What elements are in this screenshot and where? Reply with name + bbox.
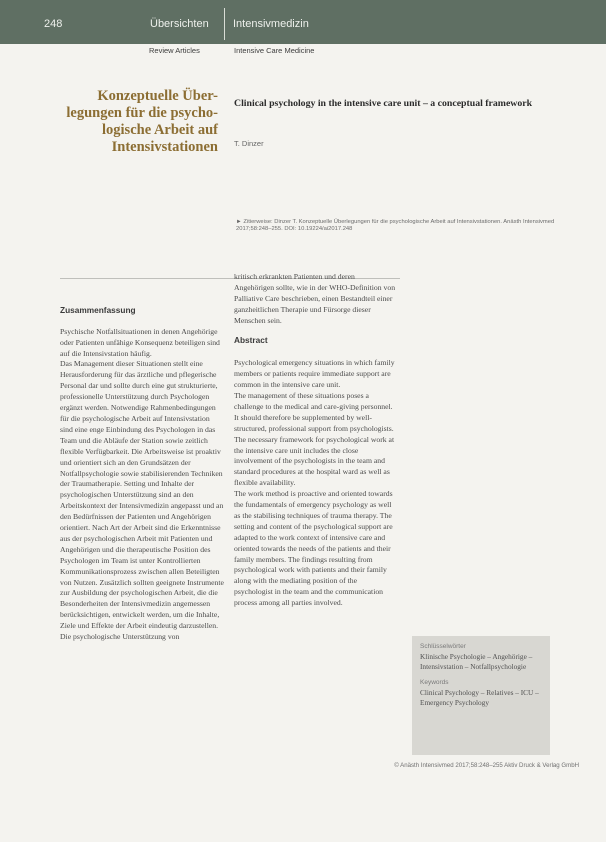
abstract-heading: Abstract <box>234 335 268 346</box>
arrow-bullet-icon: ► <box>236 219 244 225</box>
keywords-en: Clinical Psychology – Relatives – ICU – Emergency Psychology <box>420 688 539 707</box>
section-label-right: Intensivmedizin <box>233 18 309 30</box>
footer-citation: © Anästh Intensivmed 2017;58:248–255 Aktiv Druck & Verlag GmbH <box>394 762 579 769</box>
continuation-text: kritisch erkrankten Patienten und deren Angehörigen sollte, wie in der WHO-Definition von Palliative Care beschrieben, einen Bestandteil einer ganzheitlichen Therapie und Fürsorge dieser Menschen sein. <box>234 271 396 325</box>
abstract-text: Psychological emergency situations in which family members or patients require immediate support are common in the intensive care unit. The management of these situations poses a challenge to the medical and care-giving personnel. It should therefore be supplemented by well-structured, professional support from psychologists. The necessary framework for psychological work at the intensive care unit includes the close involvement of the psychologists in the team and standard procedures at the hospital ward as well as flexible availability. The work method is proactive and oriented towards the fundamentals of emergency psychology as well as the stabilising techniques of trauma therapy. The setting and content of the psychological support are adapted to the work context of intensive care and oriented towards the needs of the patients and their family members. The findings resulting from psychological work with patients and their family along with the mediating position of the psychologist in the team and the communication process among all parties involved. <box>234 358 395 608</box>
title-german: Konzeptuelle Über- legungen für die psycho- logische Arbeit auf Intensivstationen <box>66 88 218 155</box>
title-english: Clinical psychology in the intensive care unit – a conceptual framework <box>234 98 533 109</box>
author: T. Dinzer <box>234 139 264 148</box>
subheading-left: Review Articles <box>149 46 200 55</box>
abstract-section <box>234 261 396 756</box>
keywords-en-label: Keywords <box>420 679 449 686</box>
citation-text: Zitierweise: Dinzer T. Konzeptuelle Überlegungen für die psychologische Arbeit auf Intensivstationen. Anästh Intensivmed 2017;58:248–255. DOI: 10.19224/ai2017.248 <box>236 219 555 233</box>
zusammenfassung-heading: Zusammenfassung <box>60 304 136 315</box>
keywords-box <box>412 636 550 755</box>
header-divider <box>224 8 225 40</box>
zusammenfassung-text: Psychische Notfallsituationen in denen Angehörige oder Patienten unfähige Konsequenz beteiligen sind auf die Intensivstation häufig. Das Management dieser Situationen stellt eine Herausforderung für das ärztliche und pflegerische Personal dar und sollte durch eine gut strukturierte, professionelle Unterstützung durch Psychologen ergänzt werden. Notwendige Rahmenbedingungen für die psychologische Arbeit auf Intensivstation sind eine enge Einbindung des Psychologen in das Team und die Abläufe der Station sowie zeitlich flexible Verfügbarkeit. Die Arbeitsweise ist proaktiv und orientiert sich an den Grundsätzen der Notfallpsychologie sowie stabilisierenden Techniken der Traumatherapie. Setting und Inhalte der psychologischen Unterstützung sind an den Arbeitskontext der Intensivmedizin angepasst und an den Bedürfnissen der Patienten und Angehörigen orientiert. Nach Art der Arbeit sind die Erkenntnisse aus der psychologischen Arbeit mit Patienten und Angehörigen und die therapeutische Position des Psychologen im Team ist unter Kontrollierten Kommunikationsprozess zwischen allen Beteiligten von Nutzen. Zusätzlich sollten geeignete Instrumente zur Ausbildung der psychologischen Arbeit, die die Besonderheiten der Intensivmedizin angemessen berücksichtigen, entwickelt werden, um die Inhalte, Ziele und Effekte der Arbeit eindeutig darzustellen. Die psychologische Unterstützung von <box>60 326 224 642</box>
zusammenfassung-section <box>60 294 224 754</box>
keywords-de-label: Schlüsselwörter <box>420 643 466 650</box>
citation-note <box>236 219 582 233</box>
page-number: 248 <box>44 18 63 30</box>
keywords-de: Klinische Psychologie – Angehörige – Intensivstation – Notfallpsychologie <box>420 652 533 671</box>
section-label-left: Übersichten <box>150 18 209 30</box>
subheading-right: Intensive Care Medicine <box>234 46 315 55</box>
